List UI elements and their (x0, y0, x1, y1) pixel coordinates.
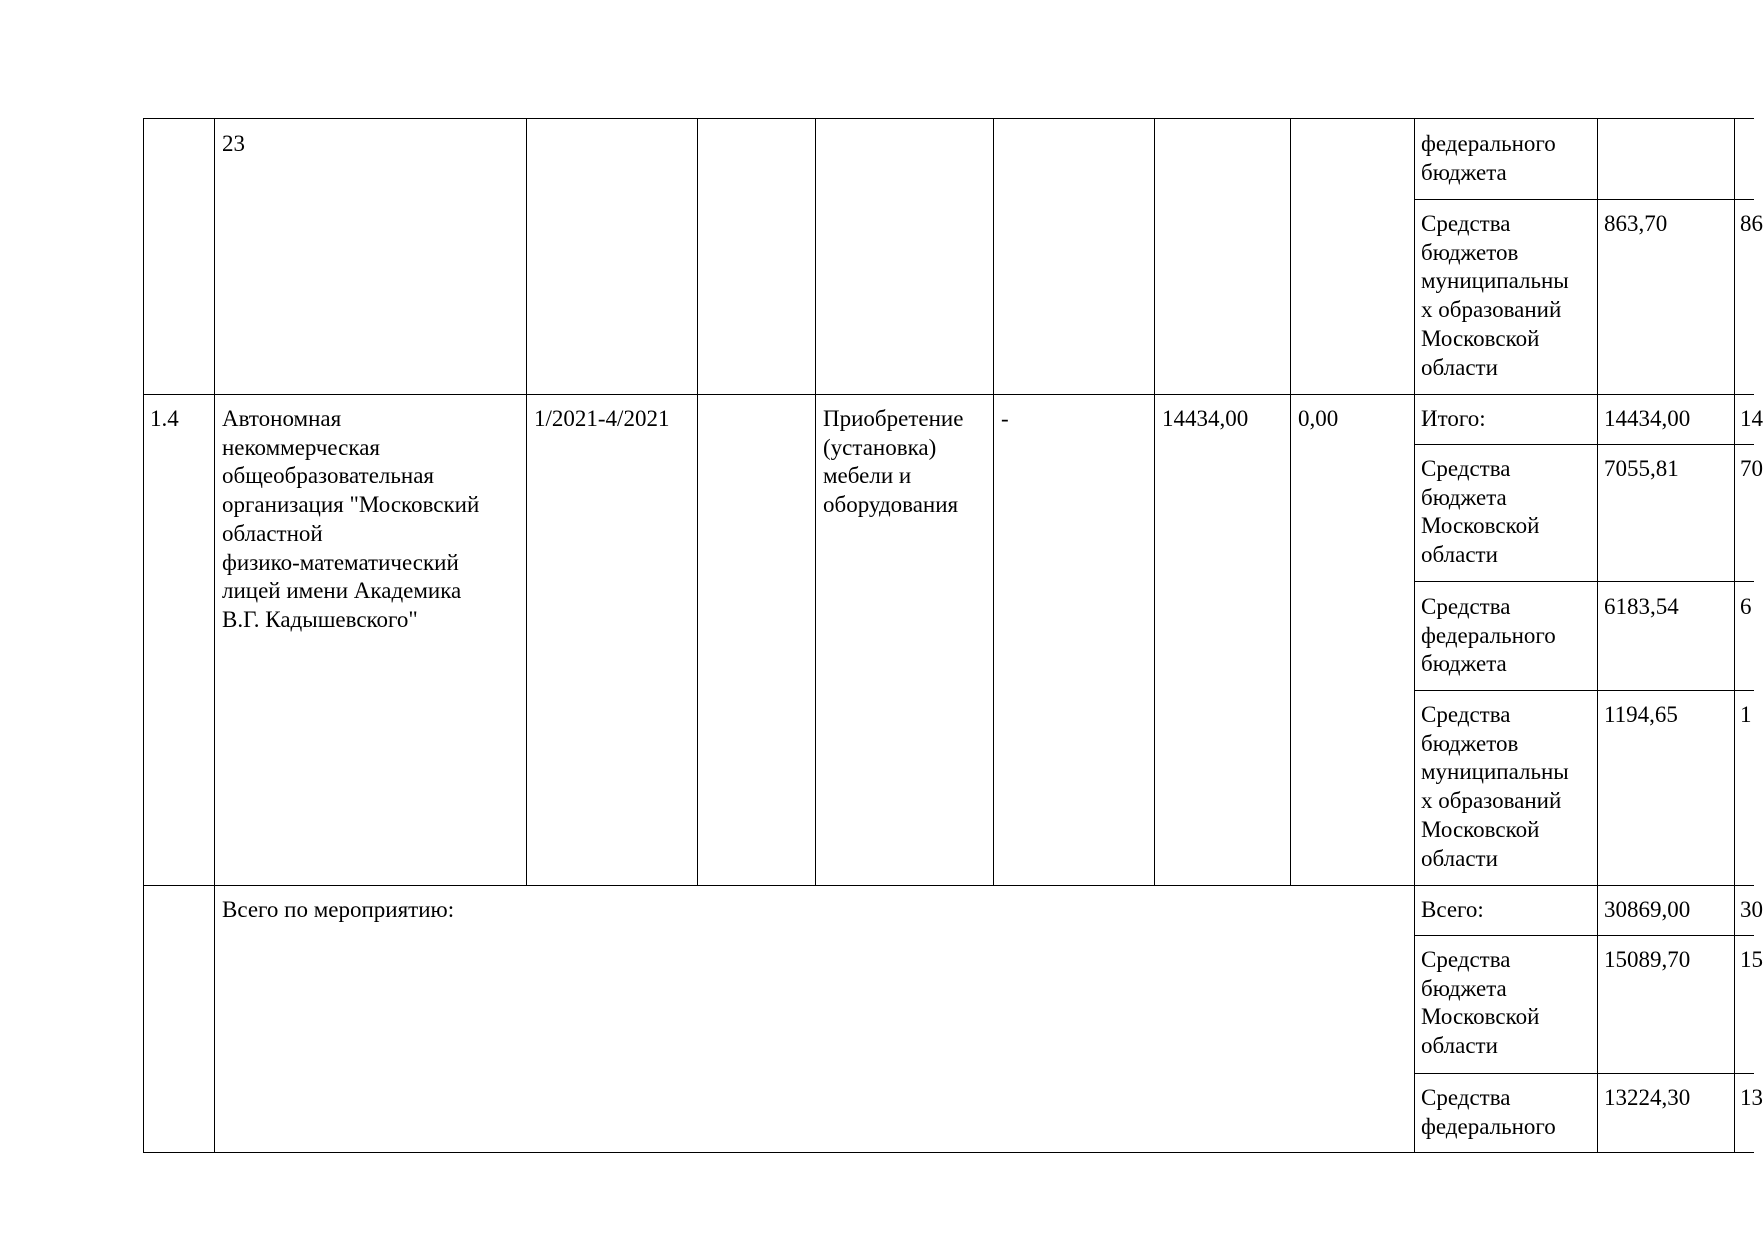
cell-funding-source: Средства бюджетов муниципальны х образований Московской области (1421, 702, 1569, 871)
cell-amount-clipped: 13 (1740, 1085, 1763, 1110)
column-divider (697, 118, 698, 886)
cell-amount-clipped: 15 (1740, 947, 1763, 972)
cell-amount-clipped: 1 (1740, 702, 1752, 727)
row-divider (143, 885, 1754, 886)
cell-cost: 14434,00 (1162, 406, 1249, 431)
table-border-top (143, 118, 1754, 119)
cell-continued-name: 23 (222, 131, 245, 156)
cell-amount: 863,70 (1604, 211, 1668, 236)
cell-dash: - (1001, 406, 1009, 431)
cell-funding-source: федерального бюджета (1421, 131, 1556, 185)
row-divider (1414, 581, 1754, 582)
cell-funding-source: Всего: (1421, 897, 1484, 922)
cell-funding-source: Средства федерального (1421, 1085, 1556, 1139)
column-divider (214, 118, 215, 1153)
column-divider (1414, 118, 1415, 1153)
cell-amount-clipped: 14 (1740, 406, 1763, 431)
column-divider (1597, 118, 1598, 1153)
cell-amount-clipped: 86 (1740, 211, 1763, 236)
cell-row-number: 1.4 (150, 406, 179, 431)
column-divider (1734, 118, 1735, 1153)
table-border-bottom (143, 1152, 1754, 1153)
cell-funding-source: Итого: (1421, 406, 1486, 431)
row-divider (143, 394, 1754, 395)
cell-total-label: Всего по мероприятию: (222, 897, 455, 922)
cell-funding-source: Средства бюджета Московской области (1421, 947, 1540, 1059)
cell-work-description: Приобретение (установка) мебели и оборудования (823, 406, 964, 518)
cell-amount: 7055,81 (1604, 456, 1679, 481)
cell-funding-source: Средства бюджета Московской области (1421, 456, 1540, 568)
column-divider (1154, 118, 1155, 886)
cell-organization-name: Автономная некоммерческая общеобразовательная организация "Московский областной физико-математический лицей имени Академика В.Г. Кадышевского" (222, 406, 480, 632)
cell-amount: 30869,00 (1604, 897, 1691, 922)
column-divider (815, 118, 816, 886)
cell-amount-clipped: 6 (1740, 594, 1752, 619)
cell-period: 1/2021-4/2021 (534, 406, 670, 431)
cell-amount: 13224,30 (1604, 1085, 1691, 1110)
row-divider (1414, 935, 1754, 936)
column-divider (1290, 118, 1291, 886)
cell-amount: 15089,70 (1604, 947, 1691, 972)
cell-amount: 1194,65 (1604, 702, 1678, 727)
row-divider (1414, 690, 1754, 691)
cell-amount-clipped: 70 (1740, 456, 1763, 481)
cell-amount: 6183,54 (1604, 594, 1679, 619)
cell-funding-source: Средства федерального бюджета (1421, 594, 1556, 677)
cell-paid: 0,00 (1298, 406, 1339, 431)
cell-funding-source: Средства бюджетов муниципальны х образований Московской области (1421, 211, 1569, 380)
row-divider (1414, 1073, 1754, 1074)
column-divider (993, 118, 994, 886)
cell-amount-clipped: 30 (1740, 897, 1763, 922)
cell-amount: 14434,00 (1604, 406, 1691, 431)
table-border-left (143, 118, 144, 1153)
column-divider (526, 118, 527, 886)
row-divider (1414, 444, 1754, 445)
row-divider (1414, 199, 1754, 200)
